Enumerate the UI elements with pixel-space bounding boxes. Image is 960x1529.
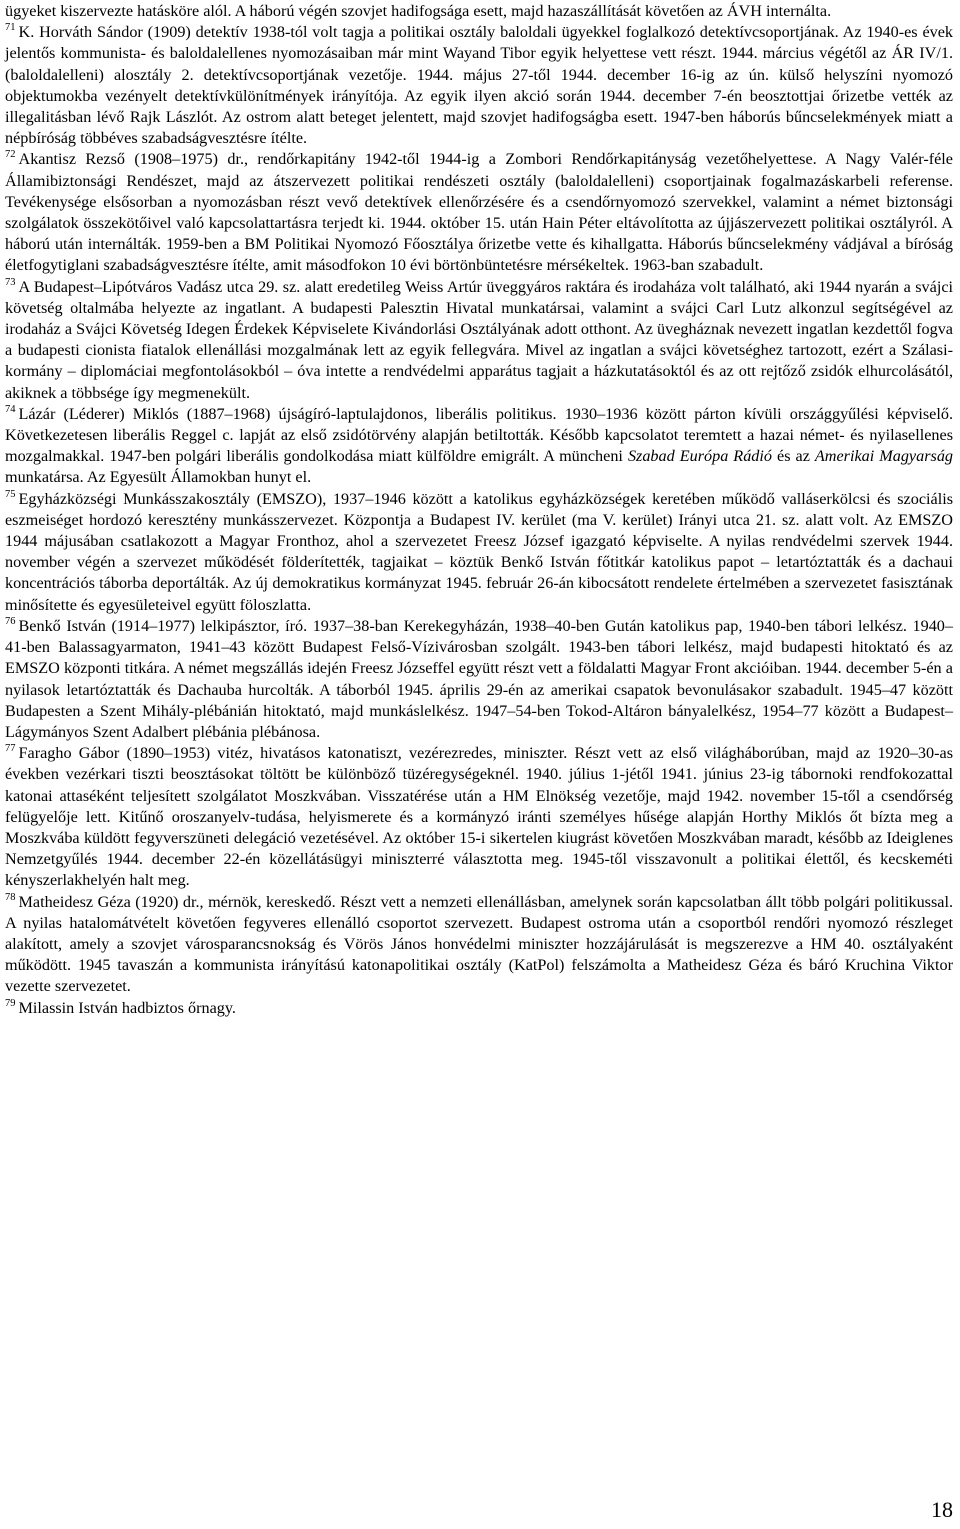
footnote-77 [5, 743, 953, 891]
footnotes-page [5, 0, 953, 1019]
footnote-text: Akantisz Rezső (1908–1975) dr., rendőrkapitány 1942-től 1944-ig a Zombori Rendőrkapitányság vezetőhelyettese. A Nagy Valér-féle Államibiztonsági Rendészet, majd az átszervezett politikai rendészeti osztály (baloldalelleni) csoportjainak fogalmazáskarbeli referense. Tevékenysége elsősorban a nyomozásban részt vevő detektívek ellenőrzésére és a csendőrnyomozó szervekkel, valamint a német biztonsági szolgálatok összekötőivel való kapcsolattartásra terjedt ki. 1944. október 15. után Hain Péter eltávolította az újjászervezett politikai osztályról. A háború után internálták. 1959-ben a BM Politikai Nyomozó Főosztálya őrizetbe vette és kihallgatta. Háborús bűncselekmény vádjával a bíróság életfogytiglani szabadságvesztésre ítélte, amit másodfokon 10 évi börtönbüntetésre mérsékeltek. 1963-ban szabadult. [5, 150, 953, 275]
footnote-marker: 72 [5, 149, 16, 161]
footnote-78 [5, 892, 953, 998]
footnote-text: Faragho Gábor (1890–1953) vitéz, hivatásos katonatiszt, vezérezredes, miniszter. Részt vett az első világháborúban, majd az 1920–30-as években vezérkari tiszti beosztásokat töltött be különböző tüzéregységeknél. 1940. július 1-jétől 1941. június 23-ig tábornoki rendfokozattal katonai attaséként teljesített szolgálatot Moszkvában. Visszatérése után a HM Elnökség vezetője, majd 1942. november 15-től a csendőrség felügyelője lett. Kitűnő oroszanyelv-tudása, helyismerete és a kormányzó iránti személyes hűsége alapján Horthy Miklós őt bízta meg a Moszkvába küldött fegyverszüneti delegáció vezetésével. Az október 15-i sikertelen kiugrást követően Moszkvában maradt, később az Ideiglenes Nemzetgyűlés 1944. december 22-én közellátásügyi miniszterré választotta meg. 1945-től visszavonult a politikai élettől, és kecskeméti kényszerlakhelyén halt meg. [5, 744, 953, 890]
page-number: 18 [931, 1497, 953, 1522]
footnote-marker: 79 [5, 997, 16, 1009]
footnote-text: Milassin István hadbiztos őrnagy. [18, 998, 236, 1017]
footnote-75 [5, 489, 953, 616]
footnote-text: és az [771, 447, 815, 466]
footnote-79 [5, 998, 953, 1019]
footnote-text: ügyeket kiszervezte hatásköre alól. A háború végén szovjet hadifogsága esett, majd hazaszállítását követően az ÁVH internálta. [5, 2, 832, 20]
footnote-text: K. Horváth Sándor (1909) detektív 1938-tól volt tagja a politikai osztály baloldali ügyekkel foglalkozó detektívcsoportjának. Az 1940-es évek jelentős kommunista- és baloldalellenes nyomozásaiban már mint Wayand Tibor egyik helyettese vett részt. 1944. március végétől az ÁR IV/1. (baloldalelleni) alosztály 2. detektívcsoportjának vezetője. 1944. május 27-től 1944. december 16-ig az ún. külső helyszíni nyomozó objektumokba vezényelt detektívkülönítmények irányítója. Az egyik ilyen akció során 1944. december 7-én beosztottjai őrizetbe vették az illegalitásban lévő Rajk Lászlót. Az ostrom alatt beteget jelentett, majd szovjet hadifogságba esett. 1947-ben háborús bűncselekmények miatt a népbíróság többéves szabadságvesztésre ítélte. [5, 23, 953, 148]
footnote-marker: 74 [5, 403, 16, 415]
newspaper-name-italic: Amerikai Magyarság [814, 447, 954, 466]
footnote-text: Lázár (Léderer) Miklós (1887–1968) újságíró-laptulajdonos, liberális politikus. 1930–1936 között párton kívüli országgyűlési képviselő. Következetesen liberális Reggel c. lapját az első zsidótörvény alapján betiltották. Később kapcsolatot teremtett a hazai német- és nyilasellenes mozgalmakkal. 1947-ben polgári liberális gondolkodása miatt külföldre emigrált. A müncheni [5, 404, 953, 466]
footnote-continuation [5, 1, 953, 22]
footnote-text: A Budapest–Lipótváros Vadász utca 29. sz. alatt eredetileg Weiss Artúr üveggyáros raktára és irodaháza volt található, aki 1944 nyarán a svájci követség oltalmába helyezte az ingatlant. A budapesti Palesztin Hivatal munkatársai, valamint a svájci Carl Lutz alkonzul segítségével az irodaház a Svájci Követség Idegen Érdekek Képviselete Kivándorlási Osztályának adott otthont. Az üvegháznak nevezett ingatlan kezdettől fogva a budapesti cionista fiatalok ellenállási mozgalmának lett az egyik fellegvára. Mivel az ingatlan a svájci követséghez tartozott, ezért a Szálasi-kormány – diplomáciai megfontolásokból – óva intette a rendvédelmi apparátus tagjait a házkutatásoktól és az ott rejtőző zsidók elhurcolásától, akiknek a többsége így megmenekült. [5, 277, 953, 402]
footnote-text: Egyházközségi Munkásszakosztály (EMSZO), 1937–1946 között a katolikus egyházközségek keretében működő valláserkölcsi és szociális eszmeiséget hordozó keresztény munkásszervezet. Központja a Budapest IV. kerület (ma V. kerület) Irányi utca 21. sz. alatt volt. Az EMSZO 1944 májusában csatlakozott a Magyar Fronthoz, ahol a szervezetet Freesz József igazgató képviselte. A nyilas rendvédelmi szervek 1944. november végén a szervezet működését földerítették, tagjaikat – köztük Benkő István főtitkár katolikus papot – letartóztatták és a dachaui koncentrációs táborba deportálták. Az új demokratikus kormányzat 1945. február 26-án kibocsátott rendelete értelmében a szervezetet fasisztának minősítette és egyesületeivel együtt föloszlatta. [5, 489, 953, 614]
footnote-marker: 77 [5, 743, 16, 755]
footnote-marker: 78 [5, 891, 16, 903]
footnote-76 [5, 616, 953, 743]
radio-name-italic: Szabad Európa Rádió [627, 447, 772, 466]
footnote-marker: 71 [5, 22, 16, 34]
footnote-74 [5, 404, 953, 489]
footnote-marker: 76 [5, 615, 16, 627]
footnote-71 [5, 22, 953, 149]
footnote-72 [5, 149, 953, 276]
footnote-text: Benkő István (1914–1977) lelkipásztor, író. 1937–38-ban Kerekegyházán, 1938–40-ben Gután katolikus pap, 1940-ben tábori lelkész. 1940–41-ben Balassagyarmaton, 1941–43 között Budapest Felső-Vízivárosban szolgált. 1943-ben tábori lelkész, majd budapesti hitoktató és az EMSZO központi titkára. A német megszállás idején Freesz Józseffel együtt részt vett a földalatti Magyar Front akcióiban. 1944. december 5-én a nyilasok letartóztatták és Dachauba hurcolták. A táborból 1945. április 29-én az amerikai csapatok bevonulásakor szabadult. 1945–47 között Budapesten a Szent Mihály-plébánián hitoktató, majd munkáslelkész. 1947–54-ben Tokod-Altáron bányalelkész, 1954–77 között a Budapest–Lágymányos Szent Adalbert plébánia plébánosa. [5, 616, 953, 741]
footnote-text: munkatársa. Az Egyesült Államokban hunyt el. [5, 468, 312, 487]
footnote-text: Matheidesz Géza (1920) dr., mérnök, kereskedő. Részt vett a nemzeti ellenállásban, amelynek során kapcsolatban állt több polgári politikussal. A nyilas hatalomátvételt követően fegyveres ellenálló csoportot szervezett. Budapest ostroma után a csoportból rendőri nyomozó részleget alakított, amely a szovjet városparancsnokság és Vörös János honvédelmi miniszter hozzájárulását is megszerezve a HM 40. osztályaként működött. 1945 tavaszán a kommunista irányítású katonapolitikai osztály (KatPol) felszámolta a Matheidesz Géza és báró Kruchina Viktor vezette szervezetet. [5, 892, 953, 996]
footnote-marker: 75 [5, 488, 16, 500]
footnote-marker: 73 [5, 276, 16, 288]
footnote-73 [5, 277, 953, 404]
